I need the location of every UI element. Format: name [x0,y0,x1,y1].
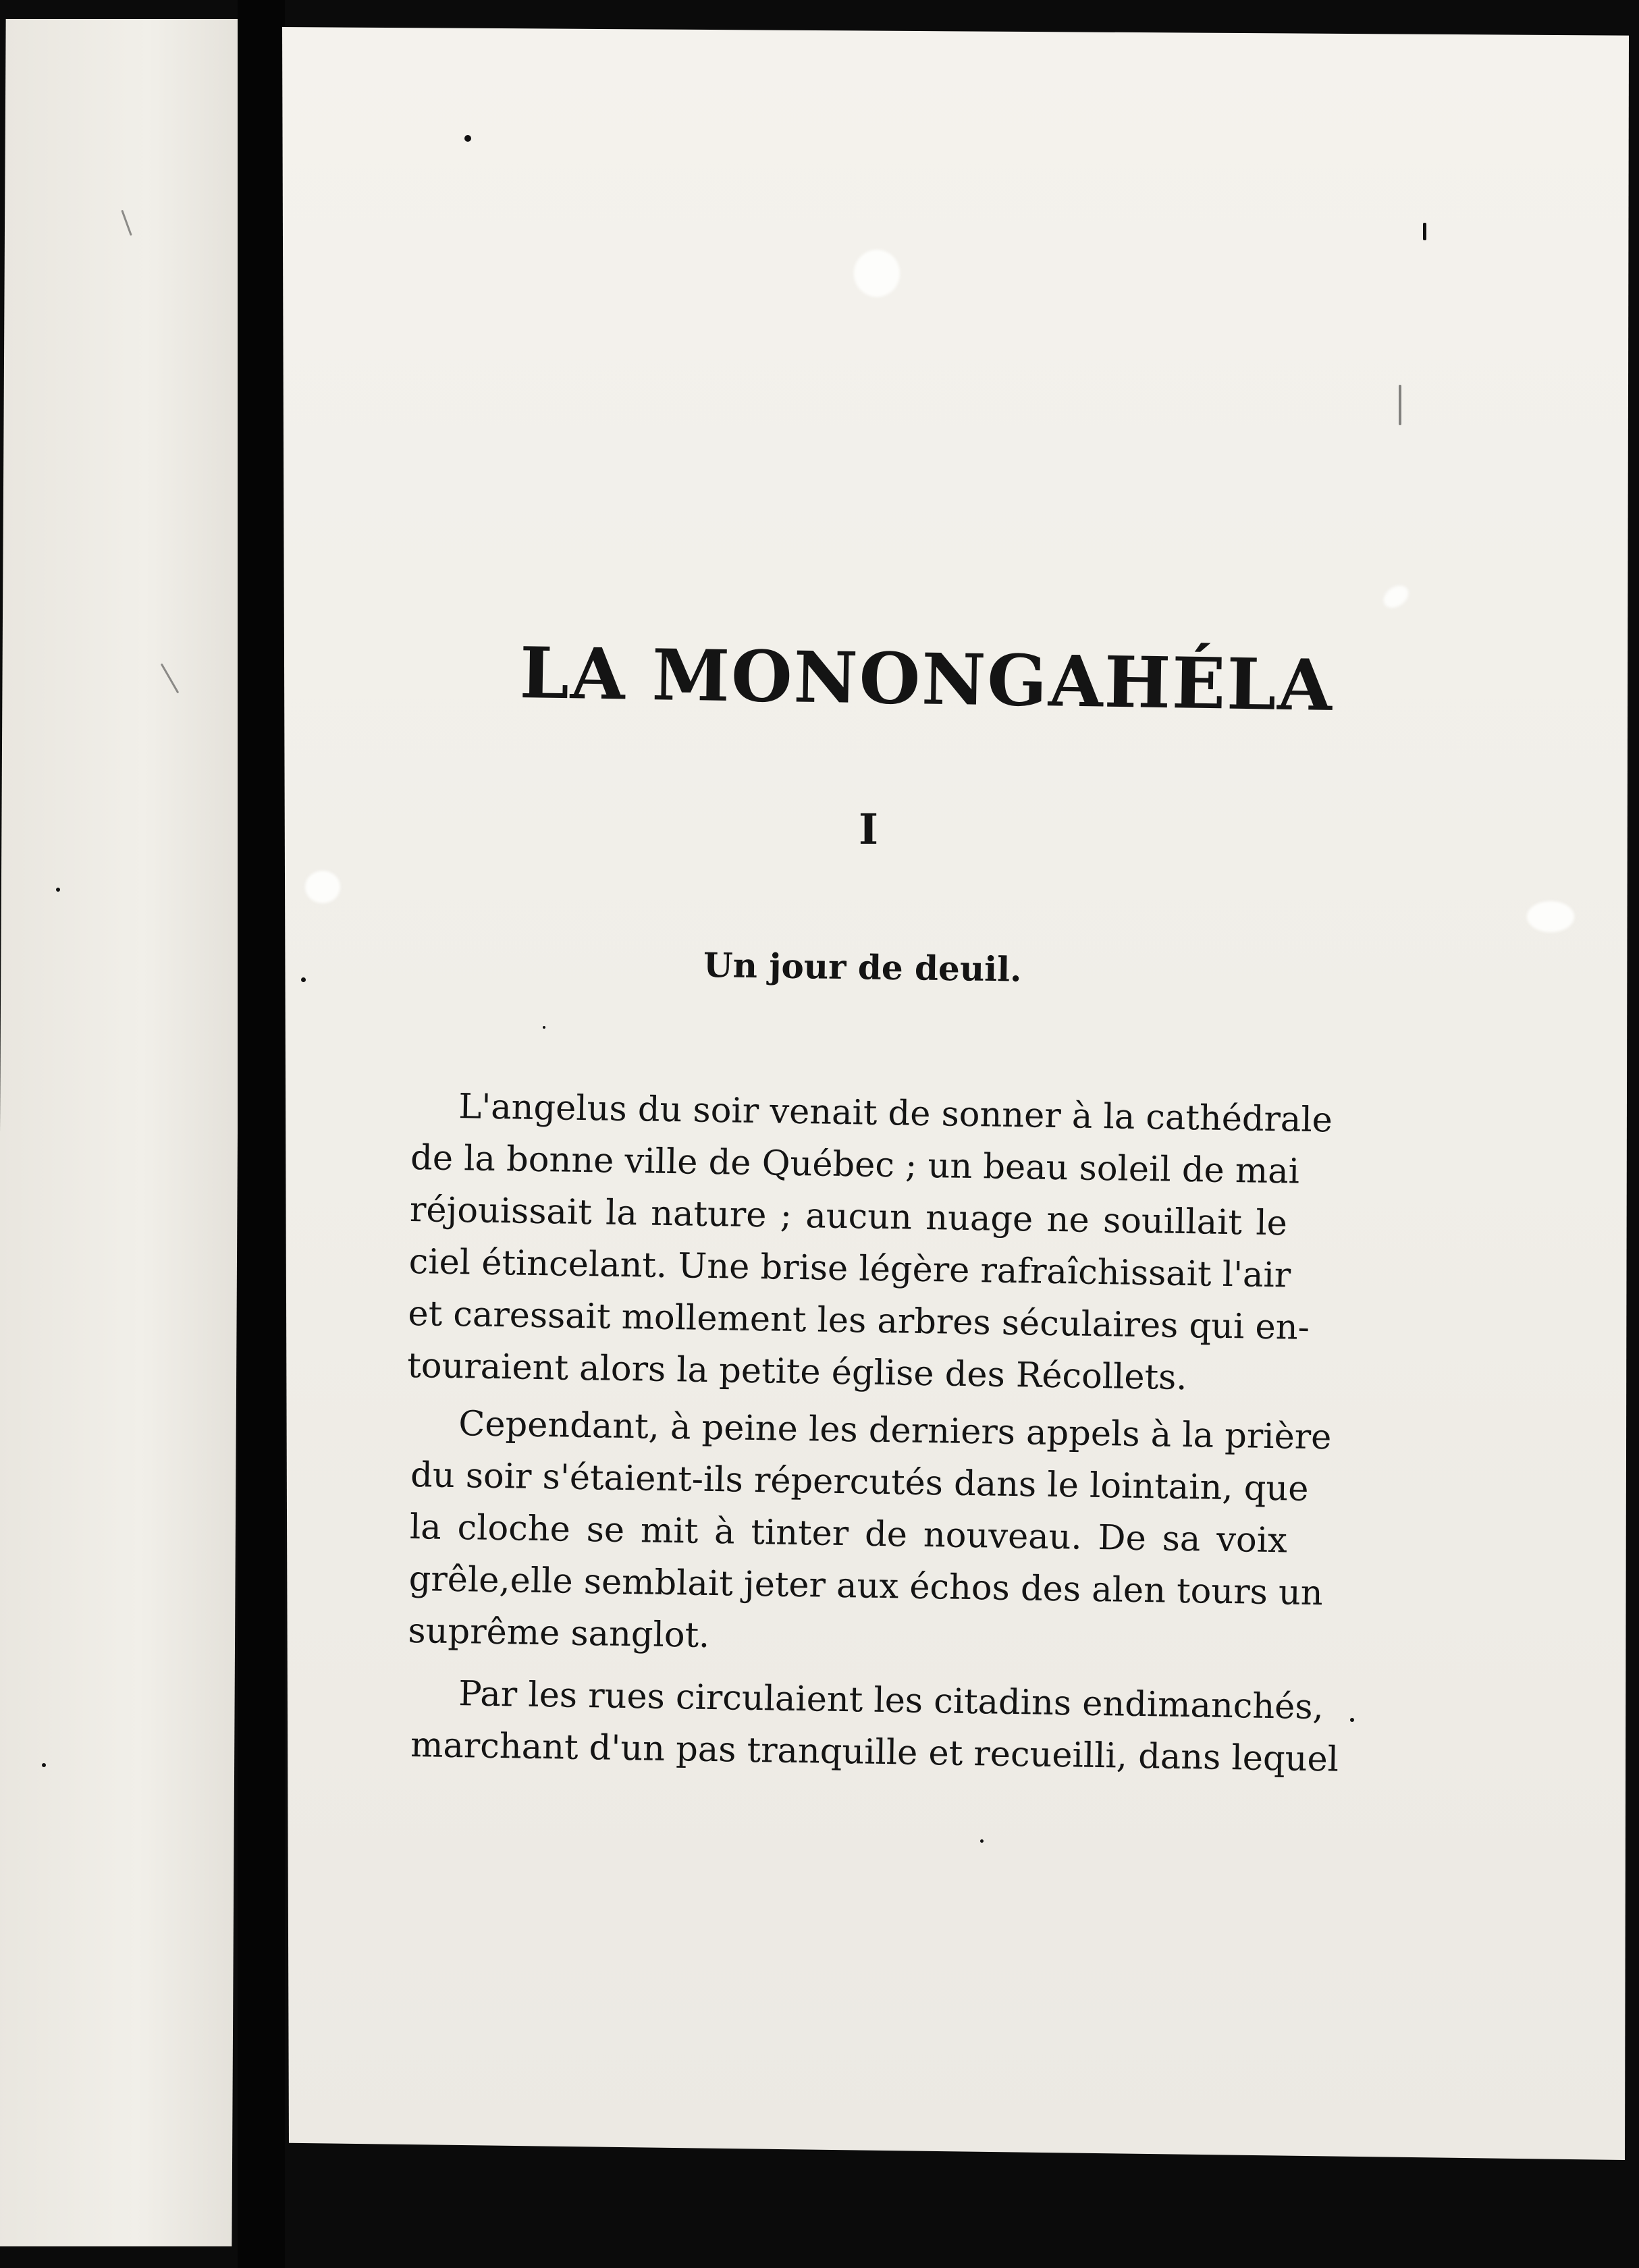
paragraph-1 [406,1080,1333,1406]
book-gutter [238,0,285,2268]
text-line: et caressait mollement les arbres séculaires qui en- [408,1293,1310,1348]
text-line: Par les rues circulaient les citadins endimanchés, [458,1674,1324,1728]
paragraph-3 [410,1667,1339,1785]
scan-speck [980,1839,984,1843]
scan-speck [1399,385,1401,425]
text-line: la cloche se mit à tinter de nouveau. De sa voix [409,1507,1288,1561]
scan-blot [1527,901,1574,932]
scan-speck [56,888,60,892]
scan-speck [464,135,471,142]
book-title: LA MONONGAHÉLA [519,631,1335,727]
text-line: de la bonne ville de Québec ; un beau soleil de mai [410,1137,1300,1192]
text-line: touraient alors la petite église des Récollets. [406,1345,1187,1399]
text-line: ciel étincelant. Une brise légère rafraîchissait l'air [408,1241,1291,1296]
scan-blot [305,871,340,903]
scan-blot [854,250,900,297]
scan-speck [42,1763,46,1767]
text-line: du soir s'étaient-ils répercutés dans le lointain, que [410,1455,1309,1509]
chapter-title: Un jour de deuil. [703,945,1022,990]
left-page-edge [0,19,244,2246]
scan-speck [301,977,306,982]
text-line: L'angelus du soir venait de sonner à la cathédrale [458,1087,1333,1141]
text-line: marchant d'un pas tranquille et recueilli, dans lequel [410,1725,1339,1780]
text-line: réjouissait la nature ; aucun nuage ne souillait le [409,1189,1288,1244]
chapter-number: I [859,805,879,854]
text-line: suprême sanglot. [408,1611,710,1656]
scan-speck [1423,223,1426,240]
scan-speck [543,1026,545,1029]
paragraph-2 [408,1397,1332,1671]
scan-speck [1350,1718,1354,1722]
text-line: Cependant, à peine les derniers appels à la prière [458,1404,1332,1458]
text-line: grêle,elle semblait jeter aux échos des alen tours un [408,1559,1324,1614]
